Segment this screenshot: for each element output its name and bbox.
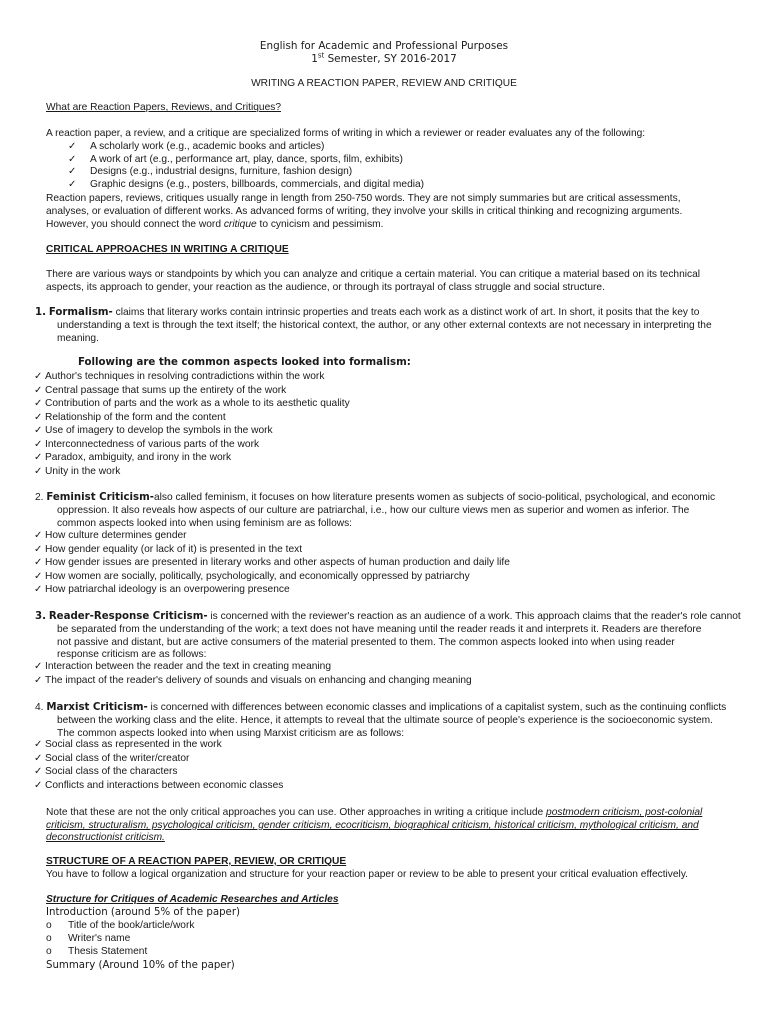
feminist-name: Feminist Criticism- (46, 492, 154, 503)
approaches-intro-line-1: There are various ways or standpoints by which you can analyze and critique a certain material. You can critique a material based on its technical (46, 269, 701, 280)
formalism-line-3: meaning. (57, 333, 99, 344)
list-item: ✓ How women are socially, politically, psychologically, and economically oppressed by patriarchy (34, 570, 470, 582)
introduction-list (46, 920, 346, 959)
list-item: o Title of the book/article/work (46, 920, 195, 931)
feminist-line-3: common aspects looked into when using feminism are as follows: (57, 518, 353, 529)
what-intro: A reaction paper, a review, and a critique are specialized forms of writing in which a reviewer or reader evaluates any of the following: (46, 128, 646, 139)
formalism-name: Formalism- (48, 307, 113, 318)
structure-intro: You have to follow a logical organization and structure for your reaction paper or review to be able to present your critical evaluation effectively. (46, 869, 688, 880)
check-icon: ✓ (34, 752, 43, 764)
reader-line-4: response criticism are as follows: (57, 649, 207, 660)
check-icon: ✓ (34, 584, 43, 595)
feminist-line-1: 2. Feminist Criticism-also called feminism, it focuses on how literature presents women as subjects of socio-political, psychological, and economic (35, 492, 716, 503)
marxist-line-2: between the working class and the elite. Hence, it attempts to reveal that the ultimate source of people's experience is the socioeconomic system. (57, 715, 713, 726)
reader-name: Reader-Response Criticism- (48, 611, 208, 622)
check-icon: ✓ (34, 557, 43, 568)
check-icon: ✓ (34, 779, 43, 791)
semester-superscript: st (317, 51, 325, 60)
feminist-line-2: oppression. It also reveals how aspects of our culture are patriarchal, i.e., how our culture views men as superior and women as inferior. The (57, 505, 690, 516)
introduction-label: Introduction (around 5% of the paper) (46, 907, 240, 918)
check-icon: ✓ (34, 739, 43, 750)
what-heading: What are Reaction Papers, Reviews, and Critiques? (46, 102, 281, 113)
document-title: WRITING A REACTION PAPER, REVIEW AND CRITIQUE (251, 78, 517, 89)
what-para-line-1: Reaction papers, reviews, critiques usually range in length from 250-750 words. They are not simply summaries but are critical assessments, (46, 193, 681, 204)
list-item: ✓ Social class of the characters (34, 766, 178, 777)
check-icon: ✓ (34, 384, 43, 396)
list-item: ✓ Social class of the writer/creator (34, 752, 190, 764)
check-icon: ✓ (34, 371, 43, 382)
marxist-name: Marxist Criticism- (46, 702, 148, 713)
note-line-1: Note that these are not the only critical approaches you can use. Other approaches in writing a critique include postmodern criticism, post-colonial (46, 807, 703, 818)
list-item: ✓ Paradox, ambiguity, and irony in the work (34, 452, 232, 463)
reader-aspects-list (34, 661, 594, 689)
list-item: ✓ How gender equality (or lack of it) is presented in the text (34, 543, 303, 555)
formalism-aspects-heading: Following are the common aspects looked into formalism: (78, 357, 411, 368)
bullet-circle-icon: o (46, 946, 52, 957)
reader-line-3: not passive and distant, but are active consumers of the material presented to them. The common aspects looked into when using reader (57, 637, 675, 648)
list-item: ✓ Conflicts and interactions between economic classes (34, 779, 284, 791)
check-icon: ✓ (68, 178, 77, 190)
semester-line (0, 53, 768, 66)
check-icon: ✓ (34, 766, 43, 777)
check-icon: ✓ (34, 570, 43, 582)
list-item: ✓ Contribution of parts and the work as a whole to its aesthetic quality (34, 398, 350, 409)
check-icon: ✓ (34, 452, 43, 463)
bullet-circle-icon: o (46, 933, 52, 944)
formalism-number: 1. (35, 307, 46, 318)
check-icon: ✓ (34, 543, 43, 555)
note-line-2[interactable]: criticism, structuralism, psychological criticism, gender criticism, ecocriticism, biographical criticism, historical criticism, mythological criticism, and (46, 820, 699, 831)
check-icon: ✓ (34, 438, 43, 450)
check-icon: ✓ (34, 675, 43, 686)
list-item: ✓ A work of art (e.g., performance art, play, dance, sports, film, exhibits) (68, 153, 403, 165)
reader-line-1: 3. Reader-Response Criticism- is concerned with the reviewer's reaction as an audience of a work. This approach claims that the reader's role cannot (35, 611, 741, 622)
reader-number: 3. (35, 611, 46, 622)
summary-label: Summary (Around 10% of the paper) (46, 960, 235, 971)
feminist-number: 2. (35, 492, 44, 503)
list-item: ✓ Author's techniques in resolving contradictions within the work (34, 371, 325, 382)
list-item: ✓ How gender issues are presented in literary works and other aspects of human production and daily life (34, 557, 510, 568)
formalism-line-2: understanding a text is through the text itself; the historical context, the author, or any other external contexts are not necessary in interpreting the (57, 320, 712, 331)
list-item: ✓ Central passage that sums up the entirety of the work (34, 384, 287, 396)
reader-line-2: be separated from the understanding of the work; a text does not have meaning until the reader reads it and interprets it. Readers are therefore (57, 624, 702, 635)
note-line-3[interactable]: deconstructionist criticism. (46, 832, 165, 843)
formalism-line-1: 1. Formalism- claims that literary works contain intrinsic properties and treats each work as a distinct work of art. In short, it posits that the key to (35, 307, 700, 318)
check-icon: ✓ (68, 141, 77, 152)
list-item: ✓ Use of imagery to develop the symbols in the work (34, 425, 273, 436)
list-item: ✓ Interaction between the reader and the text in creating meaning (34, 661, 332, 672)
list-item: ✓ Graphic designs (e.g., posters, billboards, commercials, and digital media) (68, 178, 425, 190)
list-item: ✓ How patriarchal ideology is an overpowering presence (34, 584, 290, 595)
list-item: ✓ The impact of the reader's delivery of sounds and visuals on enhancing and changing meaning (34, 675, 472, 686)
check-icon: ✓ (34, 465, 43, 477)
list-item: o Writer's name (46, 933, 131, 944)
course-title: English for Academic and Professional Purposes (259, 40, 509, 52)
formalism-aspects-list (34, 371, 534, 479)
what-list (68, 141, 468, 191)
semester-number: 1 (311, 53, 318, 65)
check-icon: ✓ (34, 530, 43, 541)
check-icon: ✓ (34, 425, 43, 436)
approaches-heading: CRITICAL APPROACHES IN WRITING A CRITIQUE (46, 244, 289, 255)
what-para-line-3: However, you should connect the word critique to cynicism and pessimism. (46, 219, 384, 230)
marxist-line-1: 4. Marxist Criticism- is concerned with differences between economic classes and implications of a capitalist system, such as the continuing conflicts (35, 702, 727, 713)
list-item: ✓ A scholarly work (e.g., academic books and articles) (68, 141, 325, 152)
feminist-aspects-list (34, 530, 594, 598)
check-icon: ✓ (34, 661, 43, 672)
check-icon: ✓ (68, 166, 77, 178)
semester-rest: Semester, SY 2016-2017 (324, 53, 457, 65)
list-item: o Thesis Statement (46, 946, 148, 957)
what-para-line-2: analyses, or evaluation of different works. As advanced forms of writing, they involve your skills in critical thinking and recognizing arguments. (46, 206, 683, 217)
list-item: ✓ How culture determines gender (34, 530, 187, 541)
marxist-aspects-list (34, 739, 594, 793)
structure-subheading: Structure for Critiques of Academic Researches and Articles (46, 894, 339, 905)
note-link-approaches[interactable]: postmodern criticism, post-colonial (546, 807, 703, 818)
list-item: ✓ Interconnectedness of various parts of the work (34, 438, 260, 450)
bullet-circle-icon: o (46, 920, 52, 931)
check-icon: ✓ (34, 411, 43, 423)
marxist-number: 4. (35, 702, 44, 713)
approaches-intro-line-2: aspects, its approach to gender, your reaction as the audience, or through its portrayal of class struggle and social structure. (46, 282, 605, 293)
list-item: ✓ Unity in the work (34, 465, 121, 477)
check-icon: ✓ (68, 153, 77, 165)
list-item: ✓ Relationship of the form and the content (34, 411, 226, 423)
structure-heading: STRUCTURE OF A REACTION PAPER, REVIEW, OR CRITIQUE (46, 856, 347, 867)
list-item: ✓ Designs (e.g., industrial designs, furniture, fashion design) (68, 166, 353, 178)
check-icon: ✓ (34, 398, 43, 409)
marxist-line-3: The common aspects looked into when using Marxist criticism are as follows: (57, 728, 405, 739)
list-item: ✓ Social class as represented in the work (34, 739, 222, 750)
